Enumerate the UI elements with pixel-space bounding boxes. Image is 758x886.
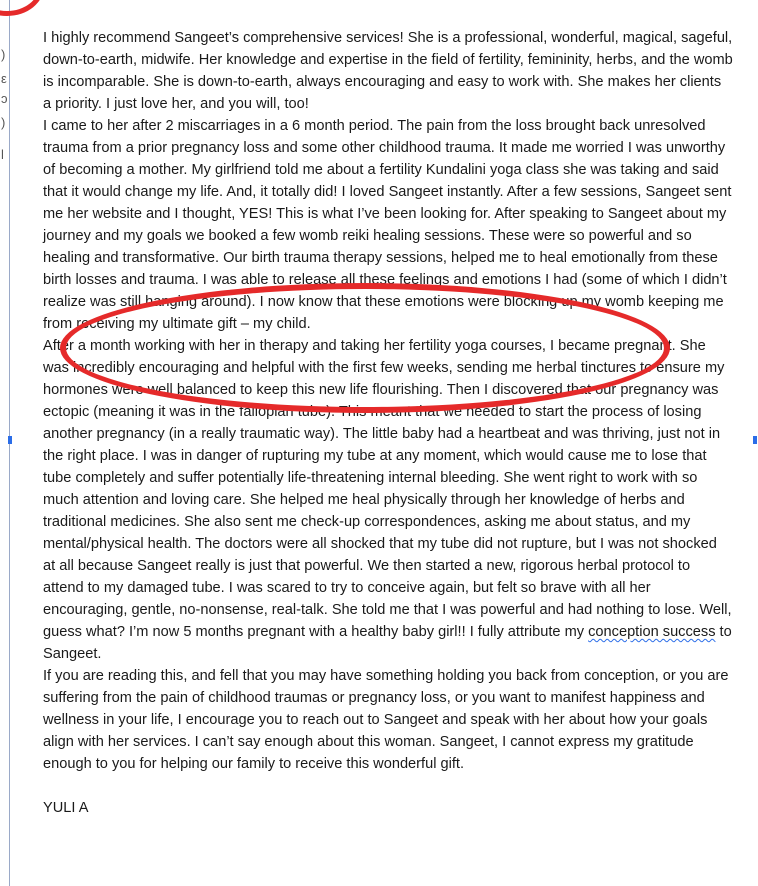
edge-fragment: l [1, 147, 4, 162]
edge-fragment: ) [1, 115, 6, 130]
paragraph-pregnancy [43, 335, 733, 665]
left-resize-handle[interactable] [8, 436, 12, 444]
edge-fragment: ε [1, 71, 7, 86]
spellcheck-underlined-phrase[interactable]: conception success [588, 624, 716, 640]
paragraph-pregnancy-text: After a month working with her in therapy and taking her fertility yoga courses, I became pregnant. She was incredibly encouraging and helpful with the first few weeks, sending me herbal tinctures to ensure my hormones were well balanced to keep this new life flourishing. Then I discovered that our pregnancy was ectopic (meaning it was in the fallopian tube). This meant that we needed to start the process of losing another pregnancy (in a really traumatic way). The little baby had a heartbeat and was thriving, just not in the right place. I was in danger of rupturing my tube at any moment, which would cause me to lose that tube completely and suffer potentially life-threatening internal bleeding. She went right to work with so much attention and loving care. She helped me heal physically through her knowledge of herbs and traditional medicines. She also sent me check-up correspondences, asking me about status, and my mental/physical health. The doctors were all shocked that my tube did not rupture, but I was not shocked at all because Sangeet really is just that powerful. We then started a new, rigorous herbal protocol to attend to my damaged tube. I was scared to try to conceive again, but felt so brave with all her encouraging, gentle, no-nonsense, real-talk. She told me that I was powerful and had nothing to lose. Well, guess what? I’m now 5 months pregnant with a healthy baby girl!! I fully attribute my [43, 338, 732, 640]
paragraph-pregnancy-tail: to Sangeet. [43, 624, 732, 662]
red-annotation-circle-top [0, 0, 44, 16]
signature: YULI A [43, 800, 89, 816]
edge-fragment: ) [1, 47, 6, 62]
paragraph-closing: If you are reading this, and fell that you may have something holding you back from conception, or you are suffering from the pain of childhood traumas or pregnancy loss, or you want to manifest happiness and wellness in your life, I encourage you to reach out to Sangeet and speak with her about how your goals align with her services. I can’t say enough about this woman. Sangeet, I cannot express my gratitude enough to you for helping our family to receive this wonderful gift. [43, 668, 729, 772]
edge-fragment: ɔ [1, 91, 8, 106]
paragraph-intro: I highly recommend Sangeet’s comprehensive services! She is a professional, wonderful, magical, sageful, down-to-earth, midwife. Her knowledge and expertise in the field of fertility, femininity, herbs, and the womb is incomparable. She is down-to-earth, always encouraging and easy to work with. She makes her clients a priority. I just love her, and you will, too! [43, 30, 733, 112]
left-page-edge [0, 0, 8, 886]
testimonial-document [43, 27, 733, 819]
right-resize-handle[interactable] [753, 436, 757, 444]
paragraph-journey: I came to her after 2 miscarriages in a 6 month period. The pain from the loss brought back unresolved trauma from a prior pregnancy loss and some other childhood trauma. It made me worried I was unworthy of becoming a mother. My girlfriend told me about a fertility Kundalini yoga class she was taking and said that it would change my life. And, it totally did! I loved Sangeet instantly. After a few sessions, Sangeet sent me her website and I thought, YES! This is what I’ve been looking for. After speaking to Sangeet about my journey and my goals we booked a few womb reiki healing sessions. These were so powerful and so healing and transformative. Our birth trauma therapy sessions, helped me to heal emotionally from these birth losses and trauma. I was able to release all these feelings and emotions I had (some of which I didn’t realize was still hanging around). I now know that these emotions were blocking up my womb keeping me from receiving my ultimate gift – my child. [43, 118, 732, 332]
